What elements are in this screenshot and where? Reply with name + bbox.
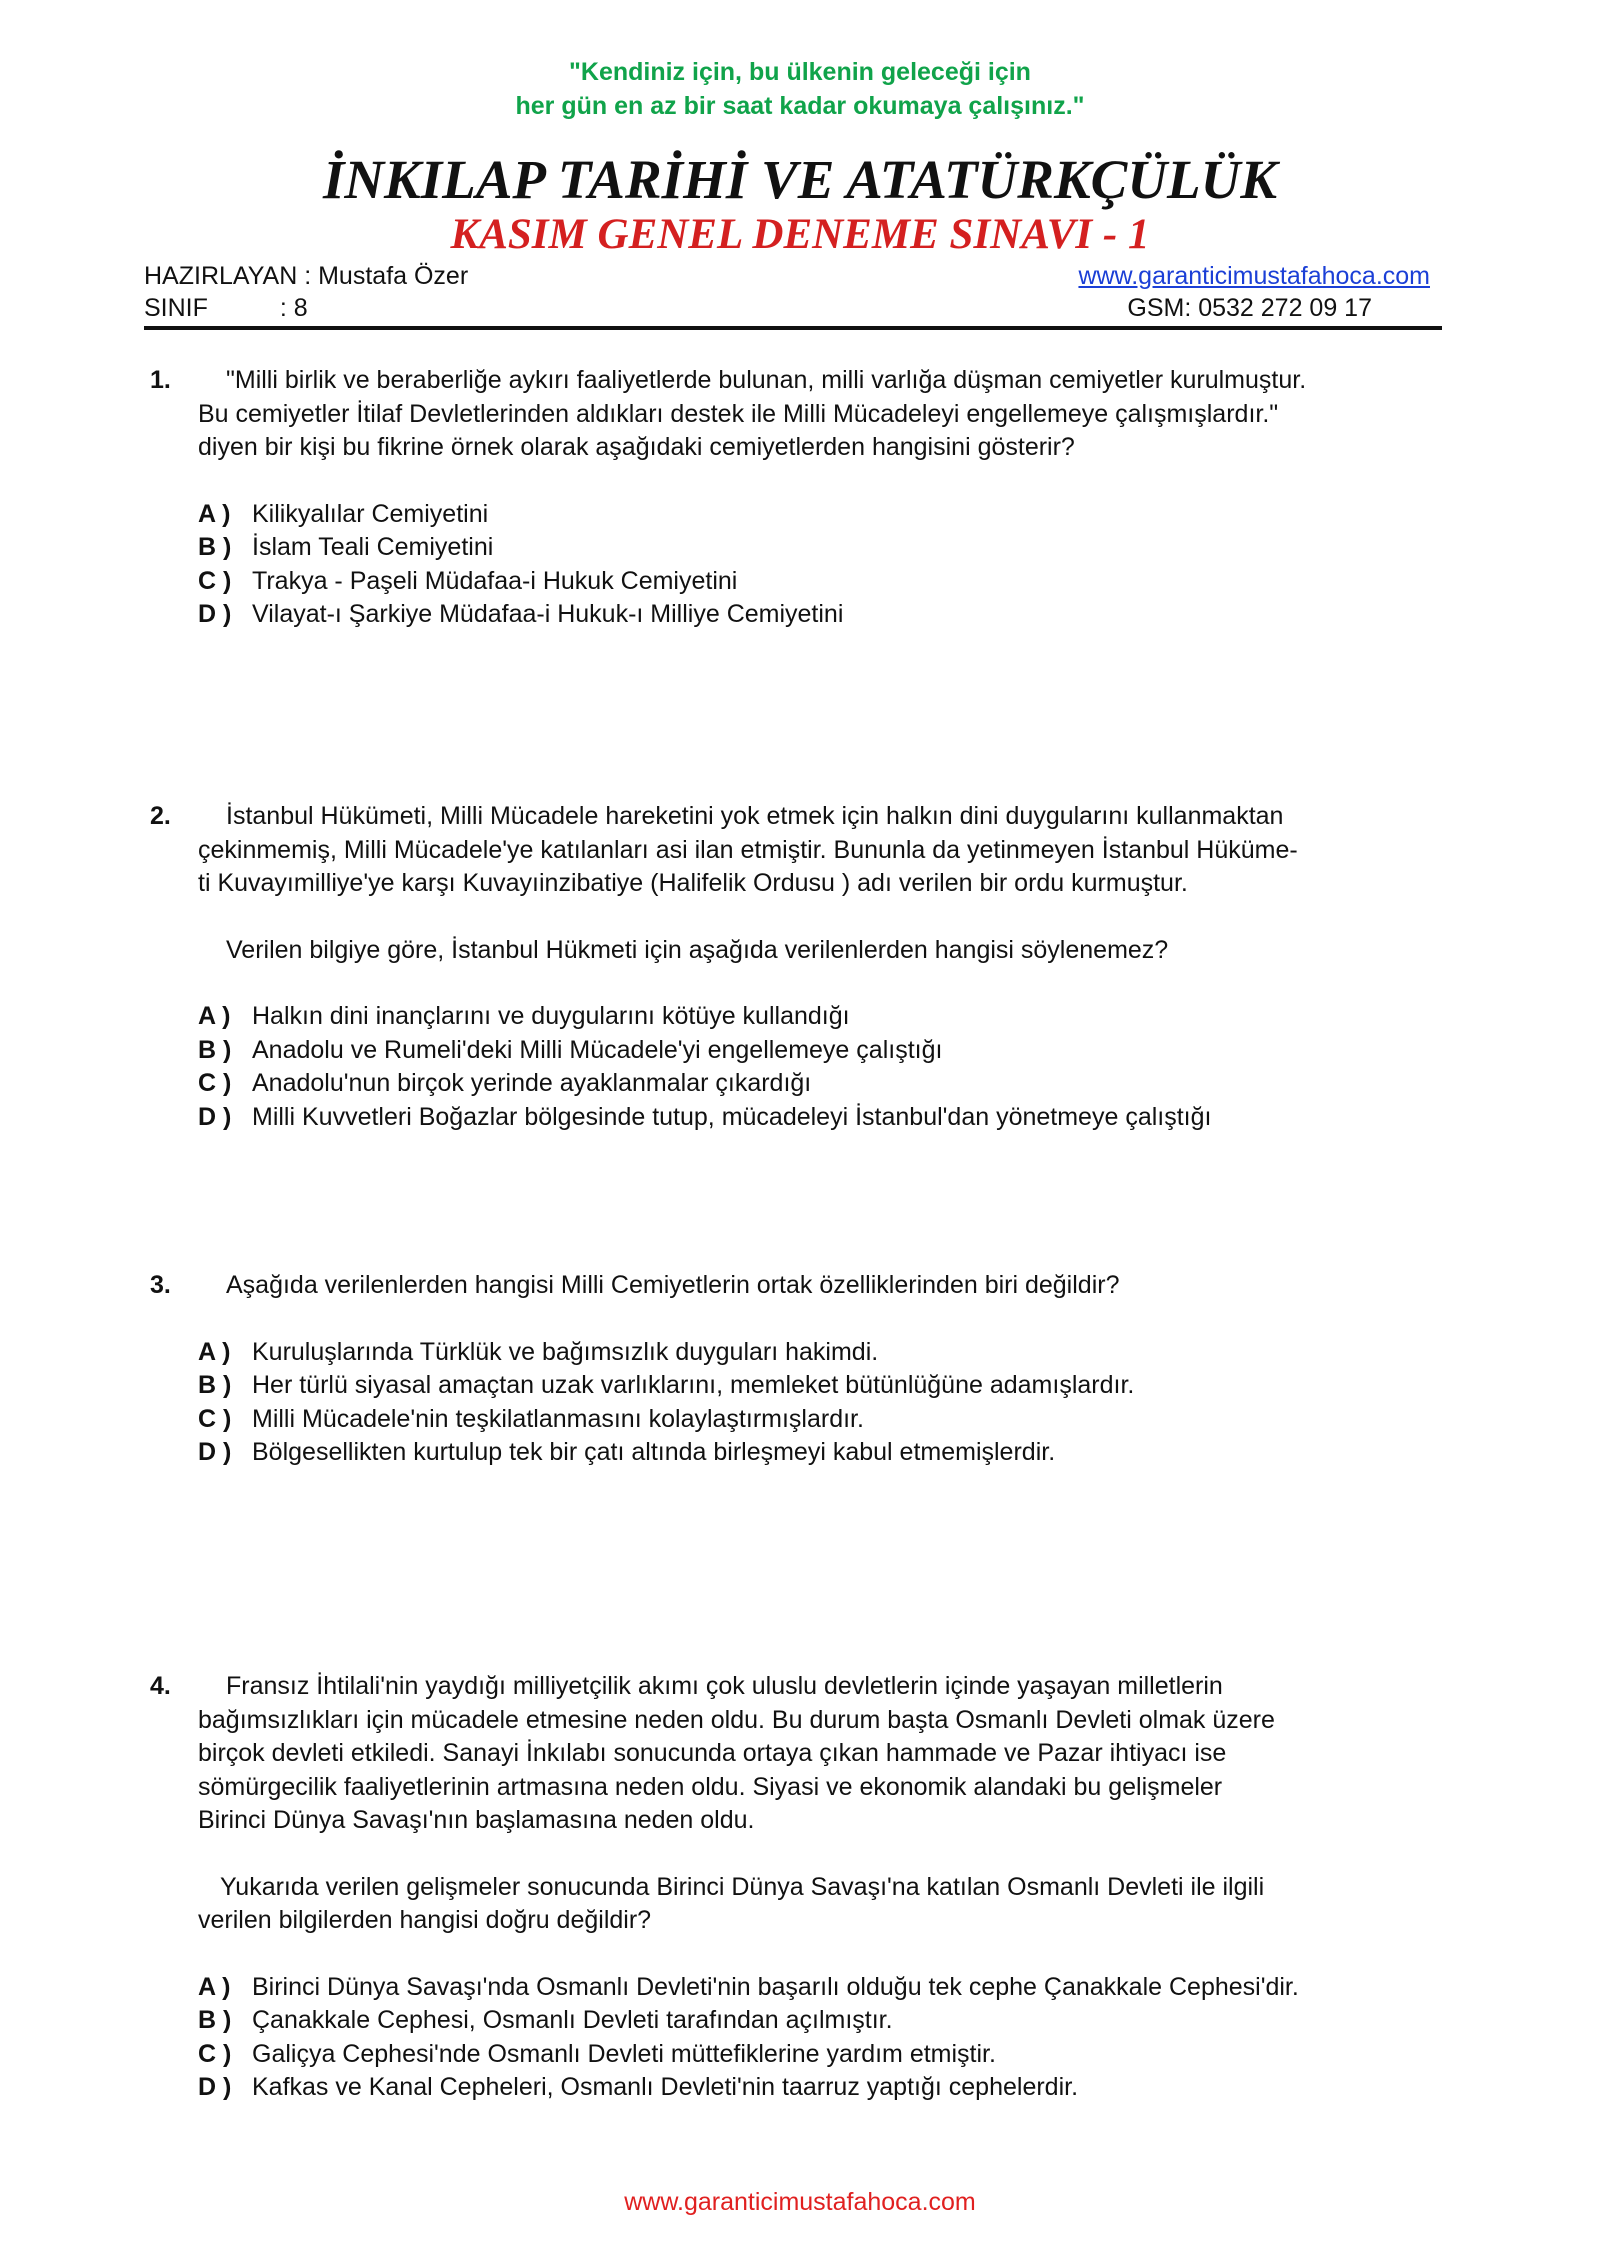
- question-stem-line: Yukarıda verilen gelişmeler sonucunda Birinci Dünya Savaşı'na katılan Osmanlı Devleti ile ilgili: [220, 1872, 1265, 1901]
- option-text: İslam Teali Cemiyetini: [252, 533, 494, 561]
- question-text-line: Bu cemiyetler İtilaf Devletlerinden aldıkları destek ile Milli Mücadeleyi engellemeye çalışmışlardır.": [198, 399, 1279, 428]
- option-letter: A ): [198, 499, 231, 528]
- option-text: Her türlü siyasal amaçtan uzak varlıklarını, memleket bütünlüğüne adamışlardır.: [252, 1371, 1135, 1399]
- option-text: Anadolu'nun birçok yerinde ayaklanmalar çıkardığı: [252, 1069, 812, 1097]
- class-info: [144, 292, 308, 324]
- question-text-line: İstanbul Hükümeti, Milli Mücadele hareketini yok etmek için halkın dini duygularını kullanmaktan: [226, 802, 1284, 830]
- question-stem: Verilen bilgiye göre, İstanbul Hükmeti için aşağıda verilenlerden hangisi söylenemez?: [226, 935, 1169, 964]
- option-letter: A ): [198, 1337, 231, 1366]
- option-letter: D ): [198, 1102, 232, 1131]
- option-letter: A ): [198, 1002, 231, 1030]
- option-letter: C ): [198, 566, 232, 595]
- option-text: Galiçya Cephesi'nde Osmanlı Devleti müttefiklerine yardım etmiştir.: [252, 2039, 996, 2068]
- option-letter: B ): [198, 533, 232, 561]
- option-b[interactable]: [198, 1369, 1440, 1403]
- question-number: 4.: [150, 1672, 171, 1700]
- page-title: İNKILAP TARİHİ VE ATATÜRKÇÜLÜK: [322, 149, 1278, 210]
- option-d[interactable]: [198, 1101, 1440, 1135]
- option-text: Kafkas ve Kanal Cepheleri, Osmanlı Devleti'nin taarruz yaptığı cephelerdir.: [252, 2073, 1079, 2101]
- option-a[interactable]: [198, 1336, 1440, 1370]
- class-value: : 8: [279, 294, 308, 322]
- option-b[interactable]: [198, 2004, 1440, 2038]
- question-number: 2.: [150, 802, 171, 830]
- question-2: [150, 800, 1440, 1134]
- option-d[interactable]: [198, 598, 1440, 632]
- exam-subtitle: KASIM GENEL DENEME SINAVI - 1: [450, 211, 1150, 258]
- option-text: Milli Kuvvetleri Boğazlar bölgesinde tutup, mücadeleyi İstanbul'dan yönetmeye çalıştığı: [252, 1102, 1212, 1131]
- gsm-number: GSM: 0532 272 09 17: [1127, 294, 1372, 322]
- option-a[interactable]: [198, 1000, 1440, 1034]
- option-letter: B ): [198, 2006, 232, 2034]
- question-text-line: Aşağıda verilenlerden hangisi Milli Cemiyetlerin ortak özelliklerinden biri değildir?: [226, 1271, 1120, 1299]
- question-1: [150, 364, 1440, 632]
- question-text-line: ti Kuvayımilliye'ye karşı Kuvayıinzibatiye (Halifelik Ordusu ) adı verilen bir ordu kurmuştur.: [198, 869, 1188, 897]
- question-text-line: çekinmemiş, Milli Mücadele'ye katılanları asi ilan etmiştir. Bununla da yetinmeyen İstanbul Hüküme-: [198, 835, 1298, 864]
- option-letter: D ): [198, 600, 232, 628]
- option-text: Milli Mücadele'nin teşkilatlanmasını kolaylaştırmışlardır.: [252, 1404, 864, 1433]
- option-letter: B ): [198, 1371, 232, 1399]
- option-b[interactable]: [198, 1034, 1440, 1068]
- option-text: Trakya - Paşeli Müdafaa-i Hukuk Cemiyetini: [252, 566, 738, 595]
- options-list: [198, 1336, 1440, 1470]
- motto-line-1: "Kendiniz için, bu ülkenin geleceği için: [569, 58, 1031, 86]
- option-letter: C ): [198, 1069, 232, 1097]
- footer-website-link[interactable]: www.garanticimustafahoca.com: [624, 2188, 976, 2216]
- option-a[interactable]: [198, 1971, 1440, 2005]
- option-letter: A ): [198, 1972, 231, 2001]
- option-text: Birinci Dünya Savaşı'nda Osmanlı Devleti'nin başarılı olduğu tek cephe Çanakkale Cephesi'dir.: [252, 1972, 1299, 2001]
- option-d[interactable]: [198, 2071, 1440, 2105]
- question-stem-line: verilen bilgilerden hangisi doğru değildir?: [198, 1906, 652, 1934]
- option-letter: C ): [198, 1404, 232, 1433]
- question-number: 1.: [150, 366, 171, 394]
- motto-line-2: her gün en az bir saat kadar okumaya çalışınız.": [515, 92, 1085, 120]
- question-text-line: Fransız İhtilali'nin yaydığı milliyetçilik akımı çok uluslu devletlerin içinde yaşayan milletlerin: [226, 1672, 1223, 1700]
- options-list: [198, 1000, 1440, 1134]
- class-label: SINIF: [144, 294, 208, 322]
- option-letter: D ): [198, 2073, 232, 2101]
- header-website-link[interactable]: www.garanticimustafahoca.com: [1078, 262, 1430, 290]
- question-text-line: bağımsızlıkları için mücadele etmesine neden oldu. Bu durum başta Osmanlı Devleti olmak üzere: [198, 1705, 1275, 1734]
- option-c[interactable]: [198, 1067, 1440, 1101]
- option-text: Kuruluşlarında Türklük ve bağımsızlık duyguları hakimdi.: [252, 1337, 879, 1366]
- question-4: [150, 1670, 1440, 2105]
- option-text: Çanakkale Cephesi, Osmanlı Devleti tarafından açılmıştır.: [252, 2006, 893, 2034]
- option-letter: C ): [198, 2039, 232, 2068]
- option-text: Anadolu ve Rumeli'deki Milli Mücadele'yi engellemeye çalıştığı: [252, 1035, 943, 1064]
- question-text-line: diyen bir kişi bu fikrine örnek olarak aşağıdaki cemiyetlerden hangisini gösterir?: [198, 433, 1075, 461]
- motto: [0, 55, 1600, 123]
- option-text: Vilayat-ı Şarkiye Müdafaa-i Hukuk-ı Milliye Cemiyetini: [252, 600, 844, 628]
- question-number: 3.: [150, 1271, 171, 1299]
- question-text-line: birçok devleti etkiledi. Sanayi İnkılabı sonucunda ortaya çıkan hammade ve Pazar ihtiyacı ise: [198, 1739, 1227, 1767]
- option-letter: B ): [198, 1035, 232, 1064]
- option-c[interactable]: [198, 2038, 1440, 2072]
- option-d[interactable]: [198, 1436, 1440, 1470]
- option-text: Bölgesellikten kurtulup tek bir çatı altında birleşmeyi kabul etmemişlerdir.: [252, 1438, 1056, 1466]
- question-text-line: Birinci Dünya Savaşı'nın başlamasına neden oldu.: [198, 1806, 755, 1834]
- option-text: Halkın dini inançlarını ve duygularını kötüye kullandığı: [252, 1002, 850, 1030]
- header-divider: [144, 326, 1442, 330]
- option-b[interactable]: [198, 531, 1440, 565]
- options-list: [198, 1971, 1440, 2105]
- question-text-line: sömürgecilik faaliyetlerinin artmasına neden oldu. Siyasi ve ekonomik alandaki bu gelişmeler: [198, 1772, 1223, 1801]
- option-c[interactable]: [198, 1403, 1440, 1437]
- options-list: [198, 498, 1440, 632]
- option-letter: D ): [198, 1438, 232, 1466]
- option-c[interactable]: [198, 565, 1440, 599]
- prepared-by: HAZIRLAYAN : Mustafa Özer: [144, 262, 469, 290]
- option-text: Kilikyalılar Cemiyetini: [252, 499, 489, 528]
- question-3: [150, 1269, 1440, 1470]
- question-text-line: "Milli birlik ve beraberliğe aykırı faaliyetlerde bulunan, milli varlığa düşman cemiyetler kurulmuştur.: [226, 366, 1307, 394]
- option-a[interactable]: [198, 498, 1440, 532]
